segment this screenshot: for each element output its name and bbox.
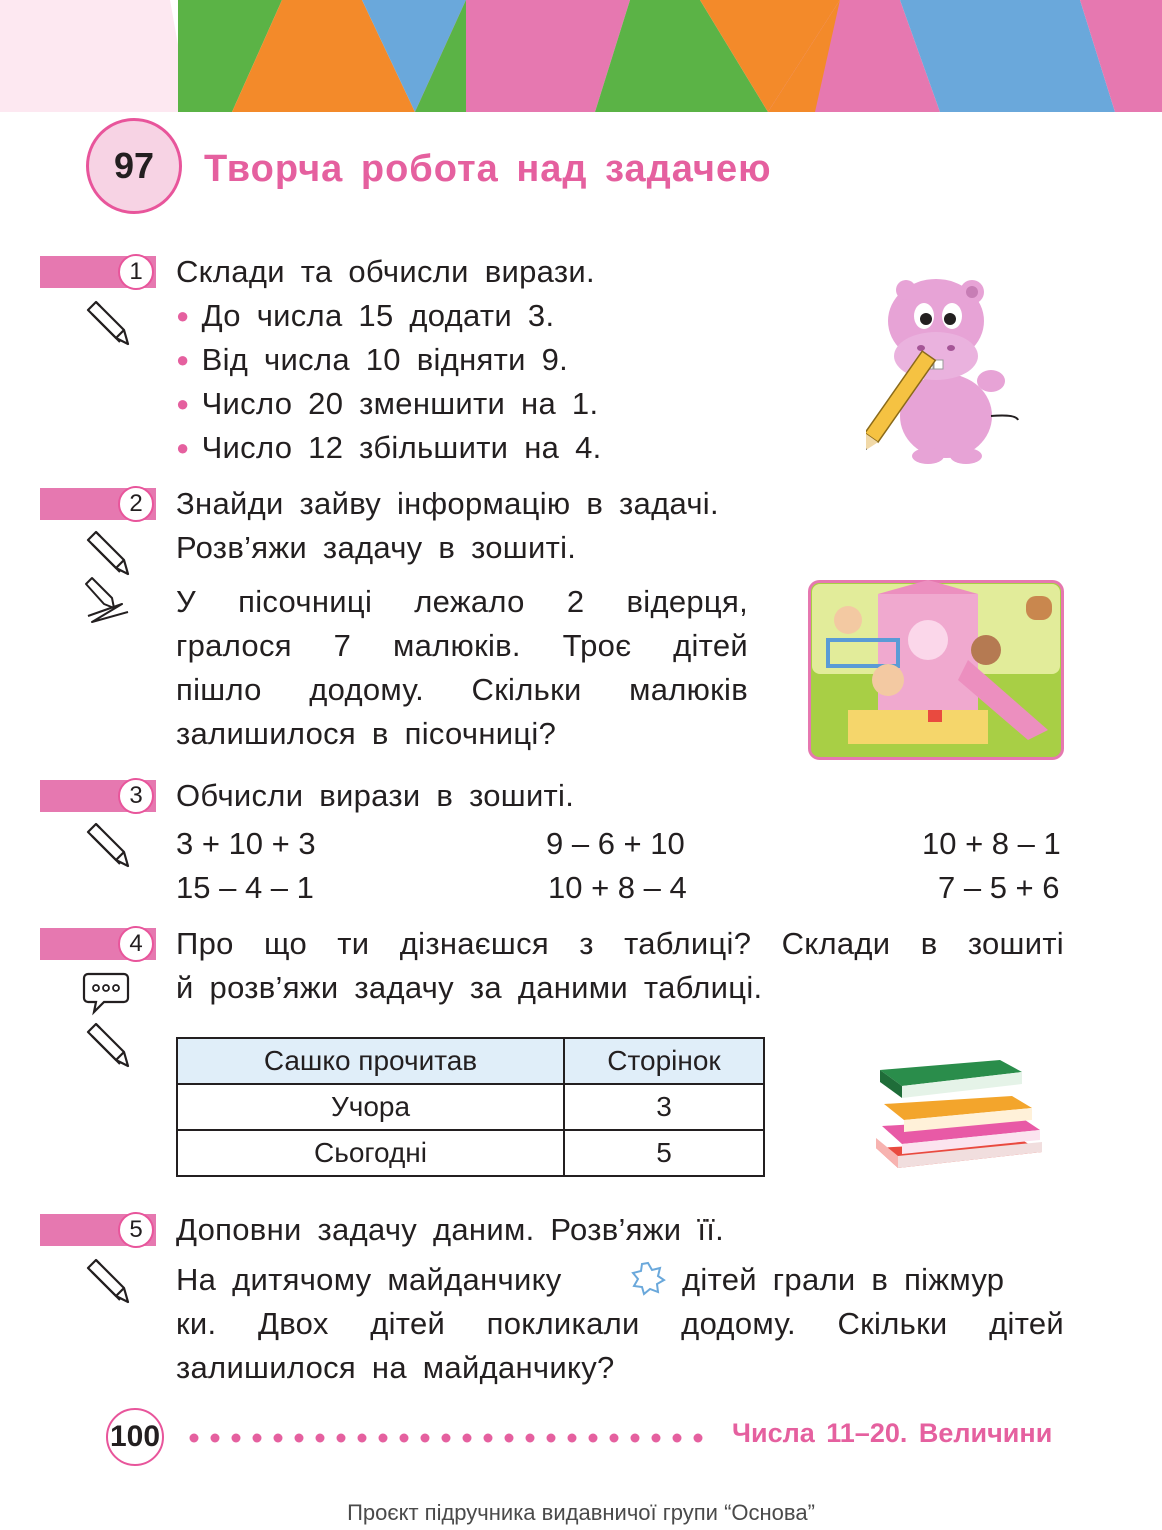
task-2-instruction-line: Розв’яжи задачу в зошиті. — [176, 530, 577, 565]
pencil-icon — [82, 1258, 134, 1306]
table-cell: 3 — [564, 1084, 764, 1130]
table-header-cell: Сторінок — [564, 1038, 764, 1084]
task-4-number: 4 — [118, 926, 154, 962]
table-cell: Сьогодні — [177, 1130, 564, 1176]
blank-star-placeholder-icon — [630, 1260, 666, 1296]
task-3-number: 3 — [118, 778, 154, 814]
task-2-problem-line: пішло додому. Скільки малюків — [176, 672, 748, 707]
task-2-number: 2 — [118, 486, 154, 522]
list-item: ● Число 20 зменшити на 1. — [176, 386, 599, 421]
lesson-number-badge — [86, 118, 182, 214]
hippo-with-pencil-illustration — [866, 276, 1028, 466]
task-1-instruction: Склади та обчисли вирази. — [176, 254, 595, 289]
section-title: Числа 11–20. Величини — [732, 1418, 1053, 1448]
lesson-title: Творча робота над задачею — [204, 148, 772, 190]
task-5-problem-part: дітей грали в піжмур — [682, 1262, 1005, 1297]
sandbox-playground-illustration — [808, 580, 1064, 760]
expression: 10 + 8 – 1 — [922, 826, 1061, 861]
expression: 15 – 4 – 1 — [176, 870, 314, 905]
task-2-problem-line: У пісочниці лежало 2 відерця, — [176, 584, 748, 619]
task-5-problem-part: На дитячому майданчику — [176, 1262, 562, 1297]
expression: 9 – 6 + 10 — [546, 826, 685, 861]
table-cell: 5 — [564, 1130, 764, 1176]
lesson-number: 97 — [113, 145, 155, 186]
task-5-instruction: Доповни задачу даним. Розв’яжи її. — [176, 1212, 725, 1247]
pencil-scribble-icon — [82, 576, 132, 626]
decorative-banner — [0, 0, 1162, 112]
table-row — [177, 1084, 764, 1130]
pencil-icon — [82, 530, 134, 578]
table-cell: Учора — [177, 1084, 564, 1130]
task-4-instruction-line: Про що ти дізнаєшся з таблиці? Склади в зошиті — [176, 926, 1064, 961]
task-4-instruction-line: й розв’яжи задачу за даними таблиці. — [176, 970, 763, 1005]
task-2-problem-line: залишилося в пісочниці? — [176, 716, 557, 751]
expression: 3 + 10 + 3 — [176, 826, 316, 861]
publisher-credit: Проєкт підручника видавничої групи “Основа” — [347, 1500, 815, 1525]
table-row — [177, 1130, 764, 1176]
list-item: ● Число 12 збільшити на 4. — [176, 430, 602, 465]
reading-table — [176, 1037, 765, 1177]
pencil-icon — [82, 300, 134, 348]
books-stack-illustration — [872, 1056, 1052, 1172]
pencil-icon — [82, 1022, 134, 1070]
expression: 7 – 5 + 6 — [938, 870, 1060, 905]
task-5-number: 5 — [118, 1212, 154, 1248]
page-number: 100 — [106, 1408, 164, 1466]
task-2-problem-line: гралося 7 малюків. Троє дітей — [176, 628, 748, 663]
list-item: ● До числа 15 додати 3. — [176, 298, 555, 333]
task-2-instruction-line: Знайди зайву інформацію в задачі. — [176, 486, 719, 521]
dotted-divider — [188, 1432, 718, 1444]
list-item: ● Від числа 10 відняти 9. — [176, 342, 569, 377]
task-5-problem-part: ки. Двох дітей покликали додому. Скільки дітей — [176, 1306, 1064, 1341]
table-header-row — [177, 1038, 764, 1084]
pencil-icon — [82, 822, 134, 870]
task-3-instruction: Обчисли вирази в зошиті. — [176, 778, 575, 813]
expression: 10 + 8 – 4 — [548, 870, 687, 905]
task-1-number: 1 — [118, 254, 154, 290]
table-header-cell: Сашко прочитав — [177, 1038, 564, 1084]
task-5-problem-part: залишилося на майданчику? — [176, 1350, 615, 1385]
speech-bubble-icon — [82, 970, 130, 1016]
